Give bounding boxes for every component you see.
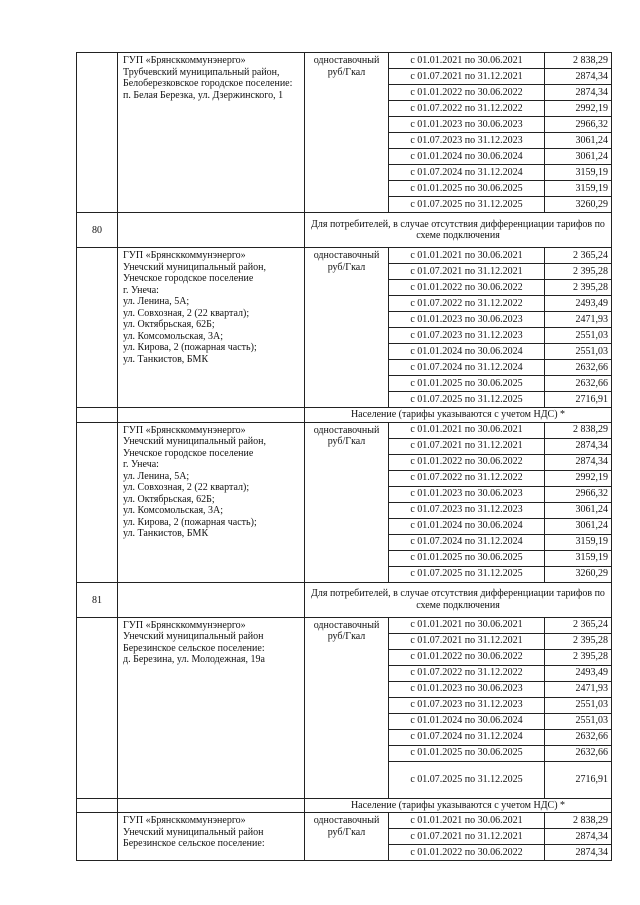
tariff-row xyxy=(77,53,612,69)
tariff-period-cell: с 01.01.2025 по 30.06.2025 xyxy=(389,745,545,761)
tariff-period-cell: с 01.07.2024 по 31.12.2024 xyxy=(389,360,545,376)
empty-cell xyxy=(118,798,305,813)
empty-cell xyxy=(118,582,305,617)
tariff-document xyxy=(76,52,611,861)
tariff-value-cell: 2 838,29 xyxy=(545,53,612,69)
population-heading: Население (тарифы указываются с учетом НДС) * xyxy=(305,798,612,813)
tariff-period-cell: с 01.07.2021 по 31.12.2021 xyxy=(389,438,545,454)
tariff-period-cell: с 01.07.2025 по 31.12.2025 xyxy=(389,197,545,213)
tariff-period-cell: с 01.07.2021 по 31.12.2021 xyxy=(389,264,545,280)
tariff-value-cell: 3159,19 xyxy=(545,534,612,550)
empty-cell xyxy=(118,213,305,248)
tariff-row xyxy=(77,813,612,829)
tariff-period-cell: с 01.01.2021 по 30.06.2021 xyxy=(389,248,545,264)
tariff-value-cell: 2493,49 xyxy=(545,296,612,312)
tariff-value-cell: 2966,32 xyxy=(545,117,612,133)
tariff-period-cell: с 01.07.2025 по 31.12.2025 xyxy=(389,392,545,408)
tariff-row xyxy=(77,248,612,264)
tariff-period-cell: с 01.01.2022 по 30.06.2022 xyxy=(389,845,545,861)
tariff-unit-cell: одноставочный руб/Гкал xyxy=(305,422,389,582)
tariff-value-cell: 3260,29 xyxy=(545,566,612,582)
tariff-period-cell: с 01.01.2023 по 30.06.2023 xyxy=(389,486,545,502)
tariff-value-cell: 2992,19 xyxy=(545,470,612,486)
tariff-period-cell: с 01.01.2024 по 30.06.2024 xyxy=(389,713,545,729)
tariff-period-cell: с 01.07.2022 по 31.12.2022 xyxy=(389,470,545,486)
tariff-value-cell: 2966,32 xyxy=(545,486,612,502)
tariff-value-cell: 2632,66 xyxy=(545,376,612,392)
tariff-value-cell: 2992,19 xyxy=(545,101,612,117)
tariff-value-cell: 2 365,24 xyxy=(545,617,612,633)
tariff-value-cell: 2632,66 xyxy=(545,745,612,761)
tariff-value-cell: 2551,03 xyxy=(545,328,612,344)
tariff-value-cell: 2874,34 xyxy=(545,69,612,85)
tariff-value-cell: 3061,24 xyxy=(545,133,612,149)
tariff-period-cell: с 01.01.2025 по 30.06.2025 xyxy=(389,550,545,566)
tariff-value-cell: 3061,24 xyxy=(545,502,612,518)
tariff-value-cell: 2632,66 xyxy=(545,729,612,745)
tariff-period-cell: с 01.01.2022 по 30.06.2022 xyxy=(389,280,545,296)
row-number-cell: 80 xyxy=(77,213,118,248)
tariff-period-cell: с 01.01.2022 по 30.06.2022 xyxy=(389,649,545,665)
row-number-cell xyxy=(77,248,118,408)
tariff-period-cell: с 01.01.2023 по 30.06.2023 xyxy=(389,681,545,697)
tariff-period-cell: с 01.07.2022 по 31.12.2022 xyxy=(389,296,545,312)
tariff-value-cell: 3260,29 xyxy=(545,197,612,213)
tariff-value-cell: 2471,93 xyxy=(545,681,612,697)
tariff-period-cell: с 01.07.2023 по 31.12.2023 xyxy=(389,697,545,713)
organization-address-cell: ГУП «Брянсккоммунэнерго» Унечский муниципальный район Березинское сельское поселение: xyxy=(118,813,305,861)
tariff-value-cell: 2874,34 xyxy=(545,845,612,861)
organization-address-cell: ГУП «Брянсккоммунэнерго» Унечский муниципальный район, Унечское городское поселение г. Унеча: ул. Ленина, 5А; ул. Совхозная, 2 (22 квартал); ул. Октябрьская, 62Б; ул. Комсомольская, 3А; ул. Кирова, 2 (пожарная часть); ул. Танкистов, БМК xyxy=(118,248,305,408)
tariff-period-cell: с 01.07.2025 по 31.12.2025 xyxy=(389,566,545,582)
tariff-period-cell: с 01.07.2023 по 31.12.2023 xyxy=(389,133,545,149)
tariff-period-cell: с 01.07.2022 по 31.12.2022 xyxy=(389,665,545,681)
tariff-period-cell: с 01.01.2024 по 30.06.2024 xyxy=(389,149,545,165)
organization-address-cell: ГУП «Брянсккоммунэнерго» Трубчевский муниципальный район, Белоберезковское городское поселение: п. Белая Березка, ул. Дзержинского, 1 xyxy=(118,53,305,213)
tariff-value-cell: 2874,34 xyxy=(545,438,612,454)
tariff-period-cell: с 01.01.2021 по 30.06.2021 xyxy=(389,813,545,829)
row-number-cell xyxy=(77,53,118,213)
tariff-value-cell: 2493,49 xyxy=(545,665,612,681)
tariff-period-cell: с 01.07.2024 по 31.12.2024 xyxy=(389,534,545,550)
tariff-value-cell: 2551,03 xyxy=(545,344,612,360)
tariff-value-cell: 2874,34 xyxy=(545,829,612,845)
consumer-category-heading: Для потребителей, в случае отсутствия дифференциации тарифов по схеме подключения xyxy=(305,213,612,248)
tariff-period-cell: с 01.07.2021 по 31.12.2021 xyxy=(389,633,545,649)
tariff-value-cell: 2 395,28 xyxy=(545,264,612,280)
tariff-period-cell: с 01.07.2023 по 31.12.2023 xyxy=(389,502,545,518)
tariff-value-cell: 3061,24 xyxy=(545,149,612,165)
tariff-period-cell: с 01.01.2025 по 30.06.2025 xyxy=(389,376,545,392)
tariff-value-cell: 2 838,29 xyxy=(545,813,612,829)
tariff-row xyxy=(77,422,612,438)
tariff-period-cell: с 01.01.2021 по 30.06.2021 xyxy=(389,53,545,69)
tariff-value-cell: 2 395,28 xyxy=(545,649,612,665)
tariff-period-cell: с 01.07.2024 по 31.12.2024 xyxy=(389,165,545,181)
row-number-cell xyxy=(77,617,118,798)
row-number-cell: 81 xyxy=(77,582,118,617)
tariff-value-cell: 2471,93 xyxy=(545,312,612,328)
tariff-period-cell: с 01.01.2021 по 30.06.2021 xyxy=(389,617,545,633)
tariff-row xyxy=(77,617,612,633)
tariff-value-cell: 2 395,28 xyxy=(545,633,612,649)
tariff-period-cell: с 01.07.2025 по 31.12.2025 xyxy=(389,761,545,798)
tariff-unit-cell: одноставочный руб/Гкал xyxy=(305,813,389,861)
population-heading-row xyxy=(77,798,612,813)
tariff-value-cell: 2 838,29 xyxy=(545,422,612,438)
empty-cell xyxy=(77,798,118,813)
tariff-value-cell: 2 365,24 xyxy=(545,248,612,264)
tariff-period-cell: с 01.07.2021 по 31.12.2021 xyxy=(389,829,545,845)
tariff-unit-cell: одноставочный руб/Гкал xyxy=(305,617,389,798)
consumer-category-row xyxy=(77,213,612,248)
tariff-value-cell: 2632,66 xyxy=(545,360,612,376)
empty-cell xyxy=(77,408,118,423)
tariff-unit-cell: одноставочный руб/Гкал xyxy=(305,53,389,213)
tariff-period-cell: с 01.01.2022 по 30.06.2022 xyxy=(389,454,545,470)
row-number-cell xyxy=(77,813,118,861)
tariff-value-cell: 2874,34 xyxy=(545,85,612,101)
tariff-period-cell: с 01.01.2021 по 30.06.2021 xyxy=(389,422,545,438)
population-heading-row xyxy=(77,408,612,423)
tariff-value-cell: 2551,03 xyxy=(545,713,612,729)
tariff-value-cell: 2551,03 xyxy=(545,697,612,713)
tariff-period-cell: с 01.01.2024 по 30.06.2024 xyxy=(389,344,545,360)
tariff-period-cell: с 01.07.2021 по 31.12.2021 xyxy=(389,69,545,85)
tariff-value-cell: 3159,19 xyxy=(545,181,612,197)
consumer-category-heading: Для потребителей, в случае отсутствия дифференциации тарифов по схеме подключения xyxy=(305,582,612,617)
organization-address-cell: ГУП «Брянсккоммунэнерго» Унечский муниципальный район, Унечское городское поселение г. Унеча: ул. Ленина, 5А; ул. Совхозная, 2 (22 квартал); ул. Октябрьская, 62Б; ул. Комсомольская, 3А; ул. Кирова, 2 (пожарная часть); ул. Танкистов, БМК xyxy=(118,422,305,582)
tariff-period-cell: с 01.01.2022 по 30.06.2022 xyxy=(389,85,545,101)
tariff-value-cell: 2874,34 xyxy=(545,454,612,470)
empty-cell xyxy=(118,408,305,423)
tariff-period-cell: с 01.01.2023 по 30.06.2023 xyxy=(389,312,545,328)
tariff-value-cell: 2 395,28 xyxy=(545,280,612,296)
tariff-table xyxy=(76,52,612,861)
tariff-period-cell: с 01.01.2024 по 30.06.2024 xyxy=(389,518,545,534)
tariff-value-cell: 3159,19 xyxy=(545,550,612,566)
row-number-cell xyxy=(77,422,118,582)
tariff-value-cell: 3159,19 xyxy=(545,165,612,181)
tariff-period-cell: с 01.07.2024 по 31.12.2024 xyxy=(389,729,545,745)
tariff-unit-cell: одноставочный руб/Гкал xyxy=(305,248,389,408)
organization-address-cell: ГУП «Брянсккоммунэнерго» Унечский муниципальный район Березинское сельское поселение: д. Березина, ул. Молодежная, 19а xyxy=(118,617,305,798)
tariff-period-cell: с 01.07.2022 по 31.12.2022 xyxy=(389,101,545,117)
tariff-period-cell: с 01.07.2023 по 31.12.2023 xyxy=(389,328,545,344)
tariff-value-cell: 2716,91 xyxy=(545,761,612,798)
tariff-value-cell: 2716,91 xyxy=(545,392,612,408)
tariff-period-cell: с 01.01.2023 по 30.06.2023 xyxy=(389,117,545,133)
consumer-category-row xyxy=(77,582,612,617)
tariff-value-cell: 3061,24 xyxy=(545,518,612,534)
population-heading: Население (тарифы указываются с учетом НДС) * xyxy=(305,408,612,423)
tariff-table-body xyxy=(77,53,612,861)
tariff-period-cell: с 01.01.2025 по 30.06.2025 xyxy=(389,181,545,197)
